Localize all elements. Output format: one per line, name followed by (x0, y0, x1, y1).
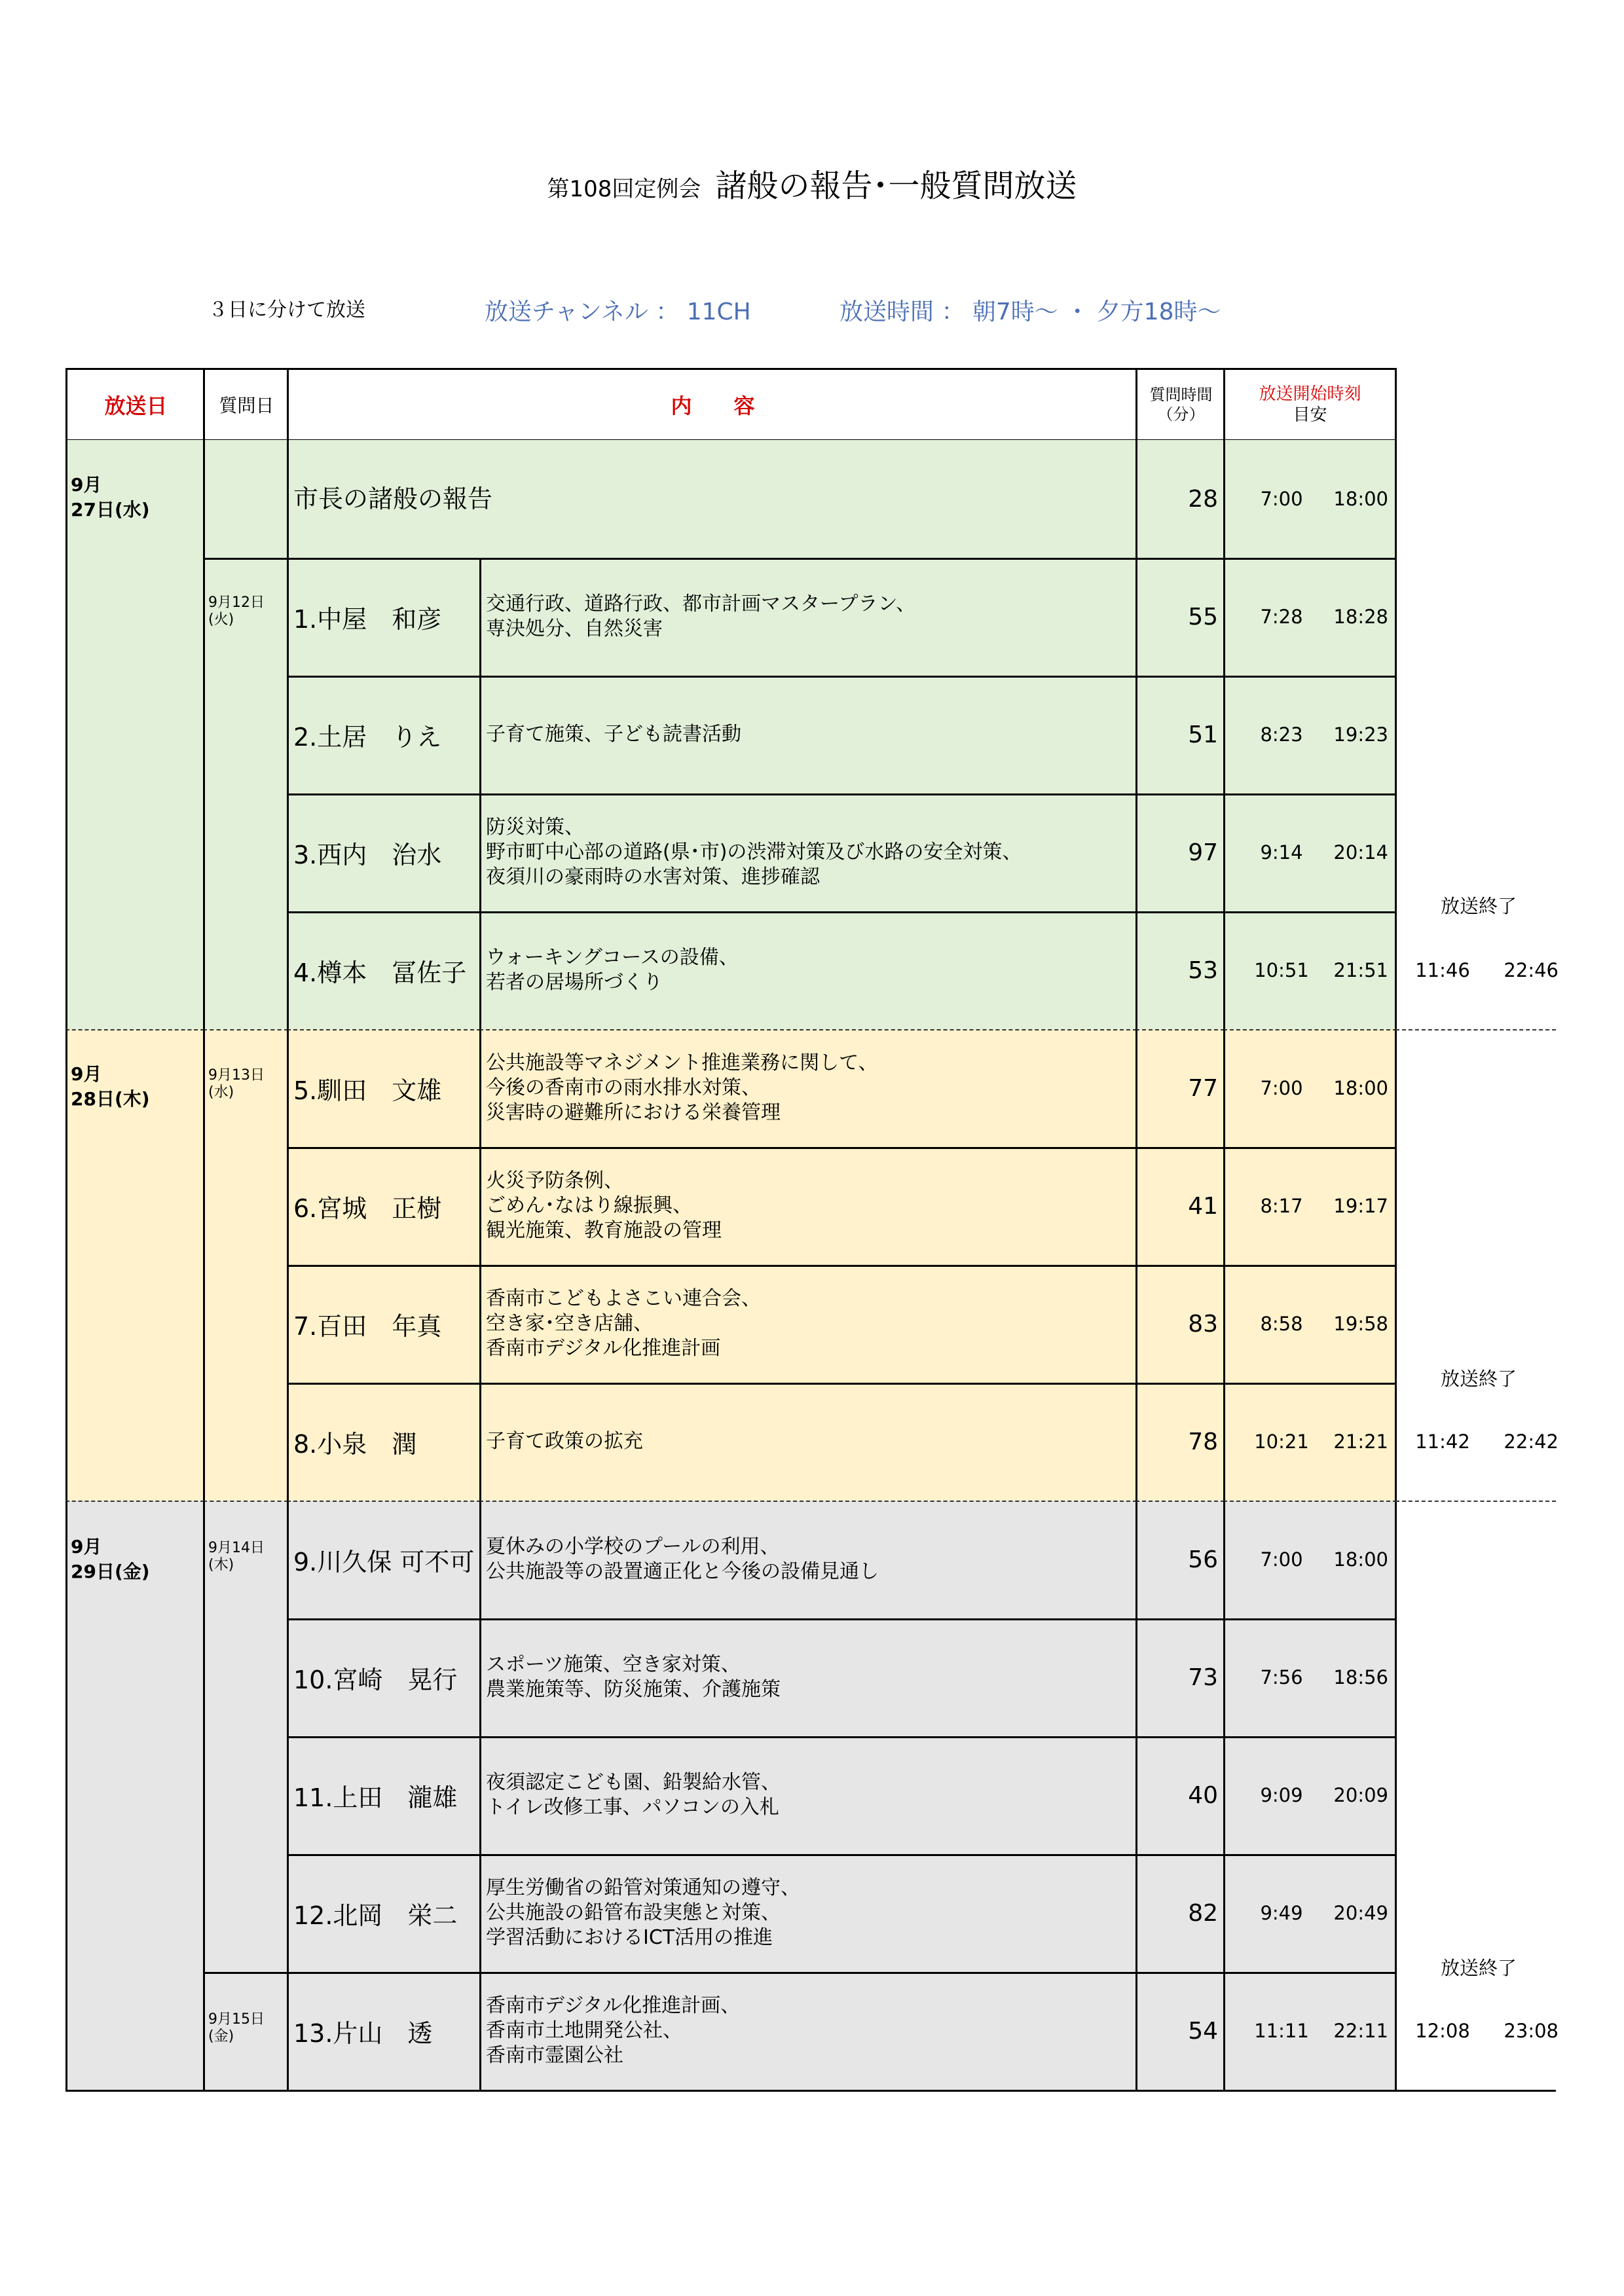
content-line: 香南市霊園公社 (486, 2044, 623, 2067)
end-label-27: 放送終了 (1440, 895, 1517, 917)
content-line: 今後の香南市の雨水排水対策、 (486, 1076, 761, 1099)
start-time-pm: 18:00 (1333, 1548, 1388, 1571)
mayor-start-am: 7:00 (1260, 488, 1303, 510)
questioner-name: 6.宮城 正樹 (293, 1194, 442, 1223)
question-content (486, 1736, 1128, 1854)
questioner-name: 10.宮崎 晃行 (293, 1665, 458, 1694)
table-bottom-extension (1395, 2090, 1556, 2092)
questioner-name: 13.片山 透 (293, 2018, 433, 2048)
end-label-28: 放送終了 (1440, 1368, 1517, 1390)
day-separator-28 (1395, 1029, 1556, 1030)
question-minutes: 78 (1188, 1428, 1218, 1455)
content-line: 夜須認定こども園、鉛製給水管、 (486, 1771, 781, 1794)
start-time-pm: 21:21 (1333, 1430, 1388, 1453)
content-line: 観光施策、教育施設の管理 (486, 1219, 722, 1242)
question-content (486, 558, 1128, 676)
qdate-label-0914 (208, 1540, 265, 1574)
content-line: スポーツ施策、空き家対策、 (486, 1653, 741, 1676)
start-time-pm: 19:58 (1333, 1313, 1388, 1335)
question-content (486, 676, 1128, 793)
end-label-29: 放送終了 (1440, 1957, 1517, 1979)
question-content (486, 1854, 1128, 1972)
question-minutes: 73 (1188, 1664, 1218, 1691)
qdate-label-weekday: (木) (208, 1557, 234, 1573)
start-time-pm: 21:51 (1333, 959, 1388, 981)
end-time-29-am: 12:08 (1415, 2020, 1470, 2042)
questioner-name: 2.土居 りえ (293, 722, 442, 752)
start-time-pm: 18:28 (1333, 606, 1388, 628)
questioner-name: 5.馴田 文雄 (293, 1076, 442, 1105)
header-start-time (1223, 368, 1397, 441)
question-content (486, 1383, 1128, 1501)
question-minutes: 40 (1188, 1781, 1218, 1809)
question-minutes: 55 (1188, 603, 1218, 630)
start-time-pm: 18:00 (1333, 1077, 1388, 1099)
content-line: 香南市デジタル化推進計画、 (486, 1994, 741, 2017)
question-minutes: 97 (1188, 839, 1218, 866)
qdate-label-weekday: (火) (208, 611, 234, 628)
question-minutes: 54 (1188, 2017, 1218, 2045)
broadcast-time: 放送時間 ： 朝7時～ ・ 夕方18時～ (840, 299, 1221, 325)
end-time-27-am: 11:46 (1415, 959, 1470, 981)
start-time-pm: 20:09 (1333, 1784, 1388, 1806)
content-line: 香南市土地開発公社、 (486, 2019, 682, 2042)
header-duration (1135, 368, 1225, 441)
day-label-date: 27日(水) (71, 499, 150, 520)
question-content (486, 1029, 1128, 1147)
start-time-pm: 19:23 (1333, 723, 1388, 746)
content-line: 子育て政策の拡充 (486, 1430, 643, 1453)
qdate-cell-mayor (203, 440, 288, 558)
content-line: ウォーキングコースの設備、 (486, 946, 739, 969)
start-time-am: 7:00 (1260, 1077, 1303, 1099)
qdate-label-date: 9月12日 (208, 594, 265, 611)
content-line: 交通行政、道路行政、都市計画マスタープラン、 (486, 592, 916, 615)
qdate-label-date: 9月15日 (208, 2011, 265, 2028)
qdate-label-0915 (208, 2011, 265, 2045)
end-time-29-pm: 23:08 (1504, 2020, 1559, 2042)
start-time-pm: 18:56 (1333, 1666, 1388, 1688)
end-time-28-pm: 22:42 (1504, 1430, 1559, 1453)
day-label-month: 9月 (71, 1536, 102, 1558)
day-label-28 (71, 1062, 150, 1112)
header-start-label: 放送開始時刻 (1259, 384, 1361, 404)
question-minutes: 56 (1188, 1546, 1218, 1573)
question-minutes: 53 (1188, 957, 1218, 984)
title-main: 諸般の報告･一般質問放送 (715, 168, 1077, 204)
day-label-date: 29日(金) (71, 1561, 150, 1582)
content-line: 空き家･空き店舗、 (486, 1312, 653, 1335)
content-line: 火災予防条例、 (486, 1169, 623, 1192)
qdate-label-date: 9月13日 (208, 1067, 265, 1084)
start-time-am: 10:51 (1254, 959, 1309, 981)
qdate-label-0913 (208, 1067, 265, 1101)
question-content (486, 911, 1128, 1029)
mayor-report: 市長の諸般の報告 (293, 484, 493, 513)
start-time-am: 7:00 (1260, 1548, 1303, 1571)
questioner-name: 7.百田 年真 (293, 1311, 442, 1341)
header-question-day: 質問日 (203, 368, 288, 441)
day-label-date: 28日(木) (71, 1088, 150, 1110)
day-label-month: 9月 (71, 1063, 102, 1085)
question-content (486, 1501, 1128, 1618)
content-line: 香南市デジタル化推進計画 (486, 1337, 721, 1360)
header-broadcast-day: 放送日 (65, 368, 204, 441)
start-time-am: 9:09 (1260, 1784, 1303, 1806)
content-line: 子育て施策、子ども読書活動 (486, 723, 741, 746)
question-minutes: 41 (1188, 1192, 1218, 1220)
questioner-name: 12.北岡 栄二 (293, 1901, 458, 1930)
start-time-am: 9:14 (1260, 841, 1303, 864)
content-line: 学習活動におけるICT活用の推進 (486, 1926, 773, 1949)
mayor-minutes: 28 (1188, 485, 1218, 513)
content-line: 公共施設の鉛管布設実態と対策、 (486, 1901, 781, 1924)
start-time-pm: 19:17 (1333, 1195, 1388, 1217)
start-time-am: 8:17 (1260, 1195, 1303, 1217)
question-content (486, 1972, 1128, 2090)
qdate-cell-0912 (203, 558, 288, 1029)
questioner-name: 9.川久保 可不可 (293, 1547, 475, 1576)
content-line: 夜須川の豪雨時の水害対策、進捗確認 (486, 866, 820, 888)
question-content (486, 793, 1128, 911)
question-content (486, 1618, 1128, 1736)
day-label-29 (71, 1535, 150, 1584)
header-duration-unit: （分） (1157, 405, 1205, 424)
content-line: 夏休みの小学校のプールの利用、 (486, 1535, 780, 1558)
header-duration-label: 質問時間 (1149, 386, 1213, 404)
start-time-pm: 22:11 (1333, 2020, 1388, 2042)
content-line: 若者の居場所づくり (486, 971, 663, 994)
start-time-am: 10:21 (1254, 1430, 1309, 1453)
day-column-29 (65, 1501, 204, 2092)
page-title (0, 160, 1624, 206)
qdate-label-weekday: (金) (208, 2028, 234, 2045)
end-time-27-pm: 22:46 (1504, 959, 1559, 981)
qdate-label-weekday: (水) (208, 1084, 234, 1101)
question-minutes: 83 (1188, 1310, 1218, 1338)
content-line: 公共施設等の設置適正化と今後の設備見通し (486, 1560, 879, 1583)
content-line: トイレ改修工事、パソコンの入札 (486, 1796, 779, 1819)
broadcast-note: ３日に分けて放送 (208, 299, 365, 321)
content-line: ごめん･なはり線振興、 (486, 1194, 692, 1217)
header-start-approx: 目安 (1293, 405, 1327, 425)
question-minutes: 51 (1188, 721, 1218, 748)
title-prefix: 第108回定例会 (547, 176, 701, 202)
start-time-am: 7:28 (1260, 606, 1303, 628)
header-content: 内 容 (287, 368, 1137, 441)
content-line: 専決処分、自然災害 (486, 617, 663, 640)
day-label-month: 9月 (71, 474, 102, 496)
start-time-am: 9:49 (1260, 1902, 1303, 1924)
start-time-am: 8:58 (1260, 1313, 1303, 1335)
end-time-28-am: 11:42 (1415, 1430, 1470, 1453)
day-label-27 (71, 473, 150, 522)
content-line: 厚生労働省の鉛管対策通知の遵守、 (486, 1876, 800, 1899)
start-time-pm: 20:49 (1333, 1902, 1388, 1924)
broadcast-channel: 放送チャンネル ： 11CH (485, 299, 751, 325)
day-column-27 (65, 440, 204, 1029)
content-line: 災害時の避難所における栄養管理 (486, 1101, 781, 1124)
questioner-name: 3.西内 治水 (293, 840, 442, 869)
question-content (486, 1265, 1128, 1383)
questioner-name: 4.樽本 冨佐子 (293, 958, 467, 987)
mayor-start-pm: 18:00 (1333, 488, 1388, 510)
content-line: 香南市こどもよさこい連合会、 (486, 1287, 761, 1310)
start-time-am: 11:11 (1254, 2020, 1309, 2042)
questioner-name: 11.上田 瀧雄 (293, 1783, 458, 1812)
questioner-name: 1.中屋 和彦 (293, 604, 442, 634)
content-line: 農業施策等、防災施策、介護施策 (486, 1678, 781, 1701)
question-content (486, 1147, 1128, 1265)
qdate-label-date: 9月14日 (208, 1540, 265, 1556)
content-line: 公共施設等マネジメント推進業務に関して、 (486, 1051, 878, 1074)
qdate-label-0912 (208, 594, 265, 629)
question-minutes: 82 (1188, 1899, 1218, 1927)
start-time-am: 7:56 (1260, 1666, 1303, 1688)
start-time-am: 8:23 (1260, 723, 1303, 746)
day-separator-29 (1395, 1501, 1556, 1502)
content-line: 防災対策、 (486, 816, 584, 839)
start-time-pm: 20:14 (1333, 841, 1388, 864)
questioner-name: 8.小泉 潤 (293, 1429, 417, 1459)
question-minutes: 77 (1188, 1074, 1218, 1102)
content-line: 野市町中心部の道路(県･市)の渋滞対策及び水路の安全対策、 (486, 841, 1022, 864)
